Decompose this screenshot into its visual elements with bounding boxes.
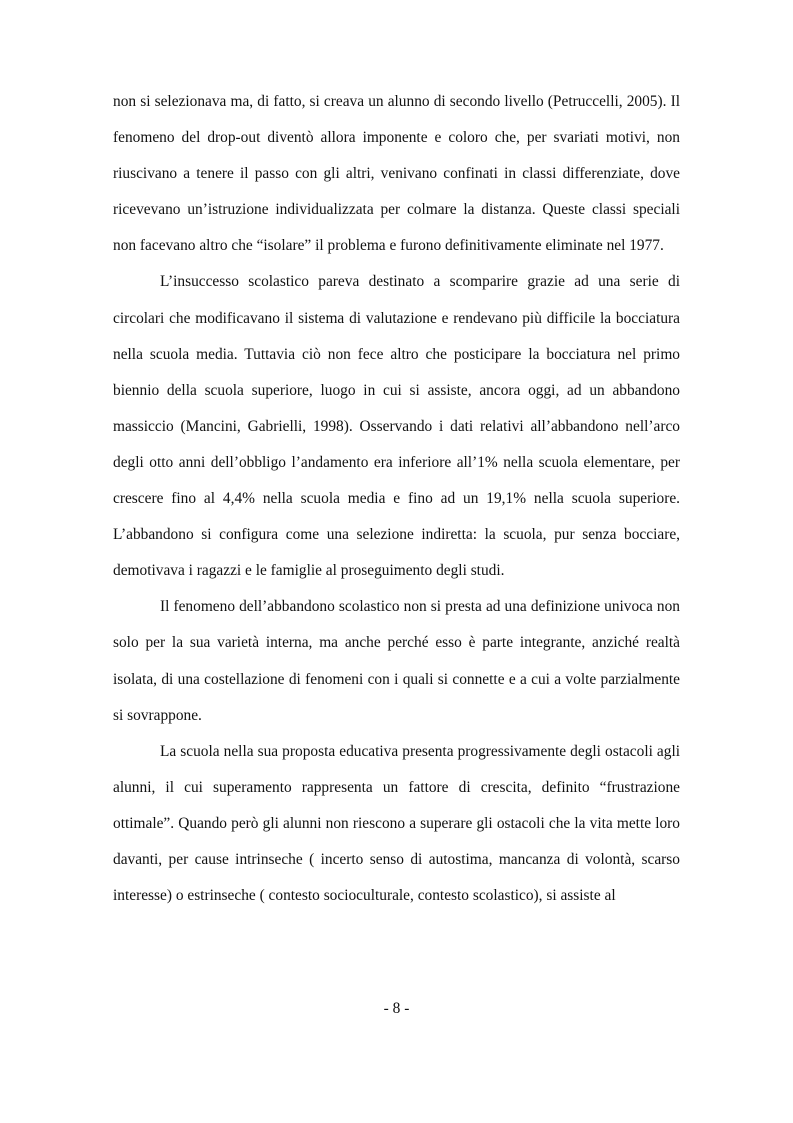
paragraph-insuccesso-scolastico: L’insuccesso scolastico pareva destinato a scomparire grazie ad una serie di circolari che modificavano il sistema di valutazione e rendevano più difficile la bocciatura nella scuola media. Tuttavia ciò non fece altro che posticipare la bocciatura nel primo biennio della scuola superiore, luogo in cui si assiste, ancora oggi, ad un abbandono massiccio (Mancini, Gabrielli, 1998). Osservando i dati relativi all’abbandono nell’arco degli otto anni dell’obbligo l’andamento era inferiore all’1% nella scuola elementare, per crescere fino al 4,4% nella scuola media e fino ad un 19,1% nella scuola superiore. L’abbandono si configura come una selezione indiretta: la scuola, pur senza bocciare, demotivava i ragazzi e le famiglie al proseguimento degli studi. bbox=[113, 273, 680, 580]
page-body bbox=[113, 84, 680, 914]
paragraph-proposta-educativa: La scuola nella sua proposta educativa presenta progressivamente degli ostacoli agli alunni, il cui superamento rappresenta un fattore di crescita, definito “frustrazione ottimale”. Quando però gli alunni non riescono a superare gli ostacoli che la vita mette loro davanti, per cause intrinseche ( incerto senso di autostima, mancanza di volontà, scarso interesse) o estrinseche ( contesto socioculturale, contesto scolastico), si assiste al bbox=[113, 742, 680, 905]
paragraph-fenomeno-abbandono: Il fenomeno dell’abbandono scolastico non si presta ad una definizione univoca non solo per la sua varietà interna, ma anche perché esso è parte integrante, anziché realtà isolata, di una costellazione di fenomeni con i quali si connette e a cui a volte parzialmente si sovrappone. bbox=[113, 598, 680, 724]
page-number: - 8 - bbox=[383, 1000, 410, 1017]
paragraph-drop-out: non si selezionava ma, di fatto, si creava un alunno di secondo livello (Petruccelli, 2005). Il fenomeno del drop-out diventò allora imponente e coloro che, per svariati motivi, non riuscivano a tenere il passo con gli altri, venivano confinati in classi differenziate, dove ricevevano un’istruzione individualizzata per colmare la distanza. Queste classi speciali non facevano altro che “isolare” il problema e furono definitivamente eliminate nel 1977. bbox=[113, 93, 680, 255]
